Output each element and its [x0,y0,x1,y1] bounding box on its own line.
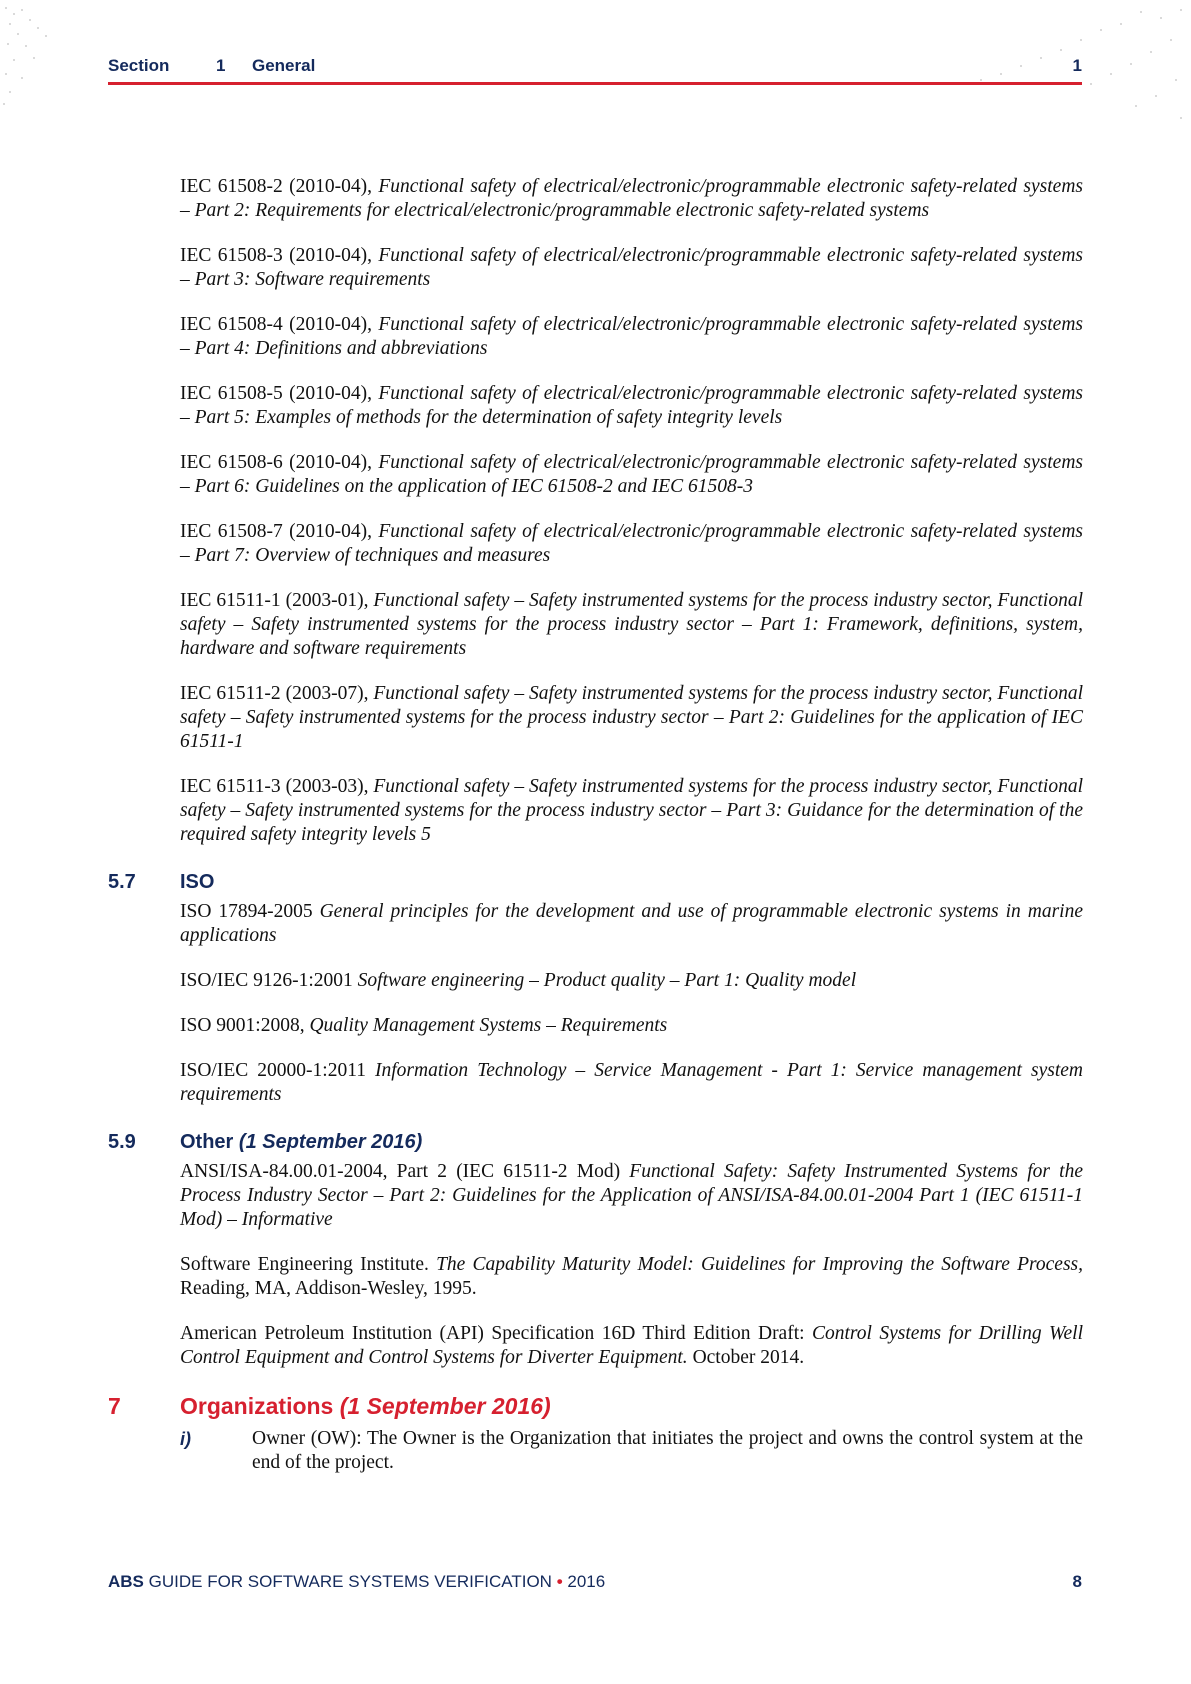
reference-suffix: October 2014. [687,1347,805,1368]
reference-entry [180,1253,1083,1301]
reference-prefix: ANSI/ISA-84.00.01-2004, Part 2 (IEC 61511-2 Mod) [180,1161,630,1182]
reference-title: Quality Management Systems – Requirements [309,1015,668,1036]
iso-heading [0,868,1083,896]
reference-entry [180,451,1083,499]
reference-entry [180,382,1083,430]
reference-title: Functional Safety: Safety Instrumented Systems for the Process Industry Sector – Part 2: Guidelines for the Application of ANSI/ISA-84.00.01-2004 Part 1 (IEC 61511-1 Mod) – Informative [180,1161,1083,1230]
footer-title: GUIDE FOR SOFTWARE SYSTEMS VERIFICATION [148,1572,552,1591]
reference-entry [180,900,1083,948]
list-item-text: Owner (OW): The Owner is the Organization that initiates the project and owns the control system at the end of the project. [252,1428,1083,1473]
section-label: Section [108,56,170,75]
reference-title: General principles for the development and use of programmable electronic systems in marine applications [180,901,1083,946]
reference-title: Functional safety of electrical/electronic/programmable electronic safety-related systems – Part 6: Guidelines on the application of IEC 61508-2 and IEC 61508-3 [180,452,1084,497]
organizations-heading-date: (1 September 2016) [339,1393,551,1419]
header-rule [108,82,1082,85]
reference-prefix: ISO/IEC 9126-1:2001 [180,970,358,991]
other-heading-date: (1 September 2016) [238,1131,423,1153]
reference-suffix: Reading, MA, Addison-Wesley, 1995. [180,1278,477,1299]
decorative-dot-pattern-left [0,0,90,120]
reference-title: Functional safety – Safety instrumented systems for the process industry sector, Functional safety – Safety instrumented systems for the process industry sector – Part 2: Guidelines for the application of IEC 61511-1 [180,683,1083,752]
reference-title: Functional safety of electrical/electronic/programmable electronic safety-related systems – Part 2: Requirements for electrical/electronic/programmable electronic safety-related systems [180,176,1084,221]
reference-title: Functional safety of electrical/electronic/programmable electronic safety-related systems – Part 7: Overview of techniques and measures [180,521,1084,566]
reference-prefix: IEC 61511-3 (2003-03), [180,776,374,797]
reference-entry [180,775,1083,847]
other-heading [0,1128,1083,1156]
section-number: 1 [216,56,226,75]
reference-prefix: ISO 17894-2005 [180,901,320,922]
organizations-heading [0,1391,1083,1421]
list-item-marker: i) [180,1429,191,1449]
footer-brand: ABS [108,1572,144,1591]
reference-title: Functional safety of electrical/electronic/programmable electronic safety-related systems – Part 5: Examples of methods for the determination of safety integrity levels [180,383,1084,428]
reference-entry [180,1322,1083,1370]
reference-title: Functional safety of electrical/electronic/programmable electronic safety-related systems – Part 3: Software requirements [180,245,1084,290]
organizations-heading-number: 7 [108,1393,121,1419]
reference-entry [180,969,1083,993]
reference-prefix: IEC 61508-7 (2010-04), [180,521,379,542]
reference-prefix: ISO/IEC 20000-1:2011 [180,1060,375,1081]
reference-entry [180,313,1083,361]
page-header [108,52,1082,82]
reference-title: Information Technology – Service Management - Part 1: Service management system requirements [180,1060,1083,1105]
footer-separator: • [556,1572,563,1591]
reference-title: Functional safety of electrical/electronic/programmable electronic safety-related systems – Part 4: Definitions and abbreviations [180,314,1084,359]
reference-prefix: American Petroleum Institution (API) Specification 16D Third Edition Draft: [180,1323,812,1344]
section-title: General [252,56,316,75]
reference-title: The Capability Maturity Model: Guidelines for Improving the Software Process, [436,1254,1083,1275]
reference-entry [180,1160,1083,1232]
reference-title: Functional safety – Safety instrumented systems for the process industry sector, Functional safety – Safety instrumented systems for the process industry sector – Part 3: Guidance for the determination of the required safety integrity levels 5 [180,776,1083,845]
reference-prefix: Software Engineering Institute. [180,1254,437,1275]
reference-title: Functional safety – Safety instrumented systems for the process industry sector, Functional safety – Safety instrumented systems for the process industry sector – Part 1: Framework, definitions, system, hardware and software requirements [180,590,1083,659]
footer-page-number: 8 [1072,1572,1082,1591]
reference-entry [180,589,1083,661]
iso-heading-title: ISO [180,871,215,893]
header-page-number: 1 [1072,56,1082,75]
reference-prefix: IEC 61511-1 (2003-01), [180,590,374,611]
reference-entry [180,244,1083,292]
other-heading-number: 5.9 [108,1131,136,1153]
reference-prefix: IEC 61508-3 (2010-04), [180,245,379,266]
reference-title: Software engineering – Product quality – Part 1: Quality model [357,970,857,991]
reference-entry [180,1014,1083,1038]
reference-prefix: IEC 61508-2 (2010-04), [180,176,379,197]
page-content [108,175,1084,1475]
reference-entry [180,1059,1083,1107]
reference-title: Control Systems for Drilling Well Control Equipment and Control Systems for Diverter Equipment. [180,1323,1083,1368]
list-item [180,1427,1083,1475]
reference-prefix: ISO 9001:2008, [180,1015,310,1036]
iso-heading-number: 5.7 [108,871,136,893]
reference-prefix: IEC 61511-2 (2003-07), [180,683,374,704]
reference-prefix: IEC 61508-4 (2010-04), [180,314,379,335]
page-footer [108,1572,1082,1596]
reference-entry [180,520,1083,568]
organizations-heading-title: Organizations [180,1393,334,1419]
reference-entry [180,682,1083,754]
reference-entry [180,175,1083,223]
reference-prefix: IEC 61508-5 (2010-04), [180,383,379,404]
footer-year: 2016 [567,1572,606,1591]
other-heading-title: Other [180,1131,234,1153]
reference-prefix: IEC 61508-6 (2010-04), [180,452,379,473]
